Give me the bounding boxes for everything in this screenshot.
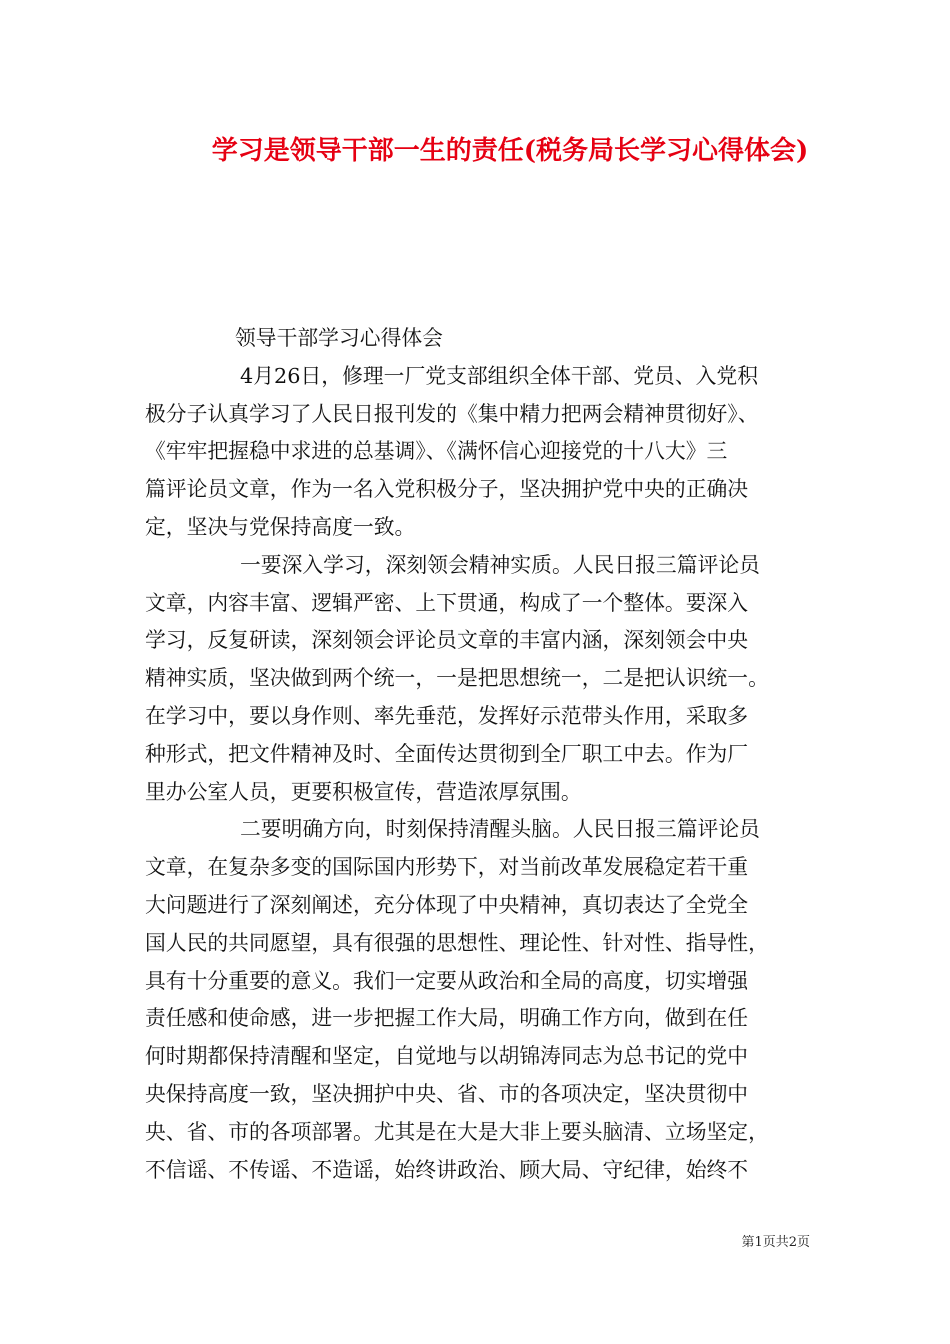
text-line: 领导干部学习心得体会 bbox=[235, 326, 443, 350]
text-line: 具有十分重要的意义。我们一定要从政治和全局的高度，切实增强 bbox=[145, 968, 749, 993]
text-line: 种形式，把文件精神及时、全面传达贯彻到全厂职工中去。作为厂 bbox=[145, 741, 749, 766]
text-line: 大问题进行了深刻阐述，充分体现了中央精神，真切表达了全党全 bbox=[145, 892, 749, 917]
text-line: 一要深入学习，深刻领会精神实质。人民日报三篇评论员 bbox=[240, 552, 760, 577]
text-line: 央保持高度一致，坚决拥护中央、省、市的各项决定，坚决贯彻中 bbox=[145, 1081, 749, 1106]
text-line: 文章，在复杂多变的国际国内形势下，对当前改革发展稳定若干重 bbox=[145, 855, 749, 880]
text-line: 国人民的共同愿望，具有很强的思想性、理论性、针对性、指导性， bbox=[145, 930, 769, 955]
text-line: 学习，反复研读，深刻领会评论员文章的丰富内涵，深刻领会中央 bbox=[145, 628, 749, 653]
text-line: 央、省、市的各项部署。尤其是在大是大非上要头脑清、立场坚定， bbox=[145, 1119, 769, 1144]
page-title: 学习是领导干部一生的责任(税务局长学习心得体会) bbox=[211, 136, 809, 166]
text-line: 责任感和使命感，进一步把握工作大局，明确工作方向，做到在任 bbox=[145, 1006, 749, 1031]
text-line: 里办公室人员，更要积极宣传，营造浓厚氛围。 bbox=[145, 779, 582, 804]
text-line: 定，坚决与党保持高度一致。 bbox=[145, 514, 416, 539]
page-number: 第1页共2页 bbox=[741, 1235, 810, 1250]
text-line: 4月26日，修理一厂党支部组织全体干部、党员、入党积 bbox=[240, 363, 759, 388]
text-line: 篇评论员文章，作为一名入党积极分子，坚决拥护党中央的正确决 bbox=[145, 477, 749, 502]
text-line: 《牢牢把握稳中求进的总基调》、《满怀信心迎接党的十八大》三 bbox=[145, 439, 728, 464]
text-line: 二要明确方向，时刻保持清醒头脑。人民日报三篇评论员 bbox=[240, 817, 760, 842]
text-line: 何时期都保持清醒和坚定，自觉地与以胡锦涛同志为总书记的党中 bbox=[145, 1044, 749, 1069]
text-line: 在学习中，要以身作则、率先垂范，发挥好示范带头作用，采取多 bbox=[145, 703, 749, 728]
document-body bbox=[145, 320, 805, 1189]
text-line: 极分子认真学习了人民日报刊发的《集中精力把两会精神贯彻好》、 bbox=[145, 401, 759, 426]
text-line: 不信谣、不传谣、不造谣，始终讲政治、顾大局、守纪律，始终不 bbox=[145, 1157, 749, 1182]
text-line: 精神实质，坚决做到两个统一，一是把思想统一，二是把认识统一。 bbox=[145, 666, 769, 691]
text-line: 文章，内容丰富、逻辑严密、上下贯通，构成了一个整体。要深入 bbox=[145, 590, 749, 615]
